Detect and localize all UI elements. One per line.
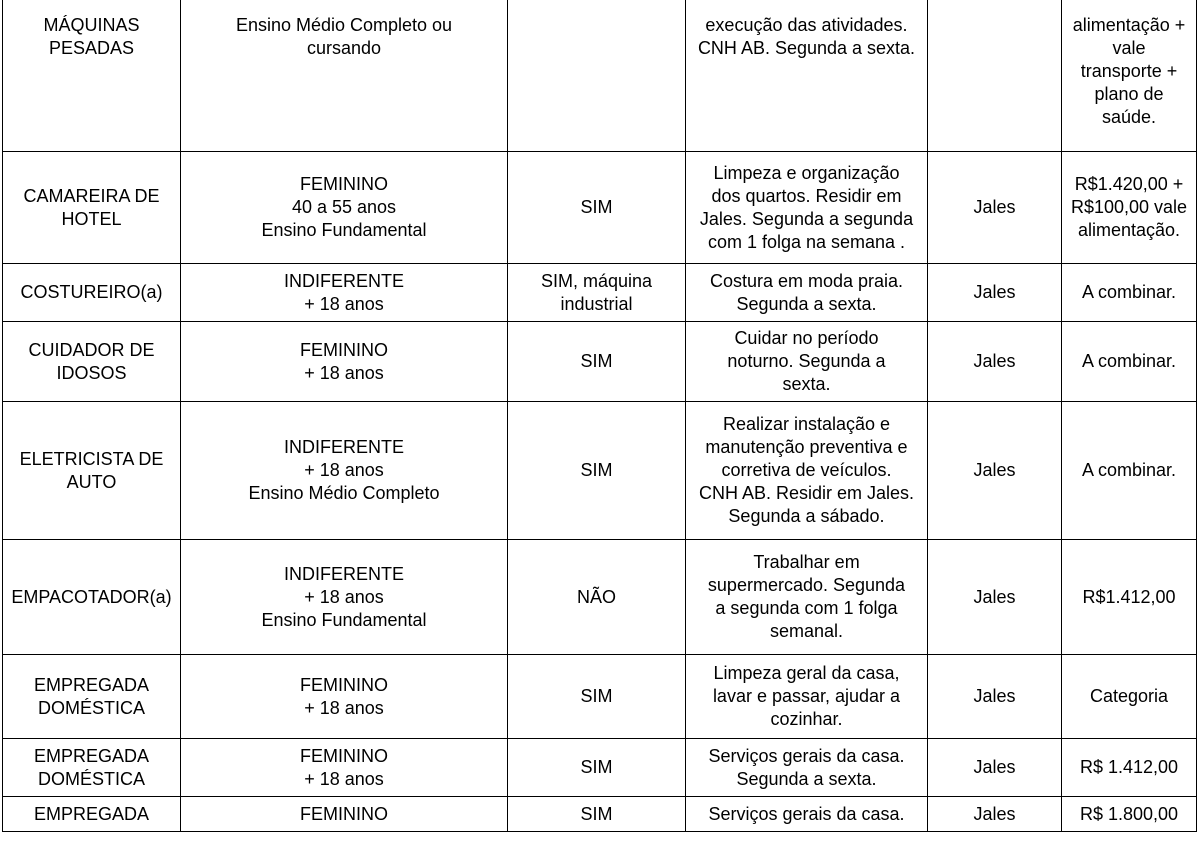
cidade-cell: Jales — [928, 739, 1062, 797]
cargo-cell: EMPREGADA DOMÉSTICA — [3, 655, 181, 739]
table-row — [3, 152, 1197, 264]
descricao-cell: execução das atividades. CNH AB. Segunda a sexta. — [686, 0, 928, 152]
cidade-cell — [928, 0, 1062, 152]
table-row — [3, 264, 1197, 322]
experiencia-cell: SIM — [508, 655, 686, 739]
experiencia-cell: SIM — [508, 322, 686, 402]
cidade-cell: Jales — [928, 322, 1062, 402]
cargo-cell: CUIDADOR DE IDOSOS — [3, 322, 181, 402]
table-row — [3, 402, 1197, 540]
experiencia-cell — [508, 0, 686, 152]
descricao-cell: Limpeza geral da casa, lavar e passar, ajudar a cozinhar. — [686, 655, 928, 739]
salario-cell: A combinar. — [1062, 264, 1197, 322]
cargo-cell: EMPREGADA — [3, 797, 181, 832]
table-row — [3, 0, 1197, 152]
job-vacancies-table — [2, 0, 1197, 832]
salario-cell: R$1.412,00 — [1062, 540, 1197, 655]
requisitos-cell: INDIFERENTE + 18 anos Ensino Médio Completo — [181, 402, 508, 540]
requisitos-cell: Ensino Médio Completo ou cursando — [181, 0, 508, 152]
cidade-cell: Jales — [928, 264, 1062, 322]
table-row — [3, 739, 1197, 797]
salario-cell: A combinar. — [1062, 402, 1197, 540]
requisitos-cell: INDIFERENTE + 18 anos Ensino Fundamental — [181, 540, 508, 655]
experiencia-cell: SIM — [508, 739, 686, 797]
table-row — [3, 655, 1197, 739]
cargo-cell: MÁQUINAS PESADAS — [3, 0, 181, 152]
cidade-cell: Jales — [928, 797, 1062, 832]
experiencia-cell: SIM — [508, 402, 686, 540]
descricao-cell: Serviços gerais da casa. Segunda a sexta. — [686, 739, 928, 797]
cidade-cell: Jales — [928, 540, 1062, 655]
salario-cell: A combinar. — [1062, 322, 1197, 402]
cidade-cell: Jales — [928, 655, 1062, 739]
descricao-cell: Realizar instalação e manutenção preventiva e corretiva de veículos. CNH AB. Residir em Jales. Segunda a sábado. — [686, 402, 928, 540]
descricao-cell: Cuidar no período noturno. Segunda a sexta. — [686, 322, 928, 402]
cargo-cell: ELETRICISTA DE AUTO — [3, 402, 181, 540]
requisitos-cell: FEMININO + 18 anos — [181, 739, 508, 797]
requisitos-cell: INDIFERENTE + 18 anos — [181, 264, 508, 322]
table-row — [3, 797, 1197, 832]
salario-cell: alimentação + vale transporte + plano de saúde. — [1062, 0, 1197, 152]
table-row — [3, 540, 1197, 655]
requisitos-cell: FEMININO + 18 anos — [181, 655, 508, 739]
salario-cell: R$ 1.800,00 — [1062, 797, 1197, 832]
cargo-cell: CAMAREIRA DE HOTEL — [3, 152, 181, 264]
experiencia-cell: SIM — [508, 797, 686, 832]
descricao-cell: Costura em moda praia. Segunda a sexta. — [686, 264, 928, 322]
table-row — [3, 322, 1197, 402]
experiencia-cell: SIM — [508, 152, 686, 264]
requisitos-cell: FEMININO 40 a 55 anos Ensino Fundamental — [181, 152, 508, 264]
cargo-cell: EMPACOTADOR(a) — [3, 540, 181, 655]
salario-cell: R$ 1.412,00 — [1062, 739, 1197, 797]
cargo-cell: EMPREGADA DOMÉSTICA — [3, 739, 181, 797]
experiencia-cell: SIM, máquina industrial — [508, 264, 686, 322]
descricao-cell: Serviços gerais da casa. — [686, 797, 928, 832]
requisitos-cell: FEMININO + 18 anos — [181, 322, 508, 402]
cidade-cell: Jales — [928, 402, 1062, 540]
cargo-cell: COSTUREIRO(a) — [3, 264, 181, 322]
descricao-cell: Trabalhar em supermercado. Segunda a segunda com 1 folga semanal. — [686, 540, 928, 655]
salario-cell: R$1.420,00 + R$100,00 vale alimentação. — [1062, 152, 1197, 264]
cidade-cell: Jales — [928, 152, 1062, 264]
experiencia-cell: NÃO — [508, 540, 686, 655]
salario-cell: Categoria — [1062, 655, 1197, 739]
descricao-cell: Limpeza e organização dos quartos. Residir em Jales. Segunda a segunda com 1 folga na semana . — [686, 152, 928, 264]
requisitos-cell: FEMININO — [181, 797, 508, 832]
